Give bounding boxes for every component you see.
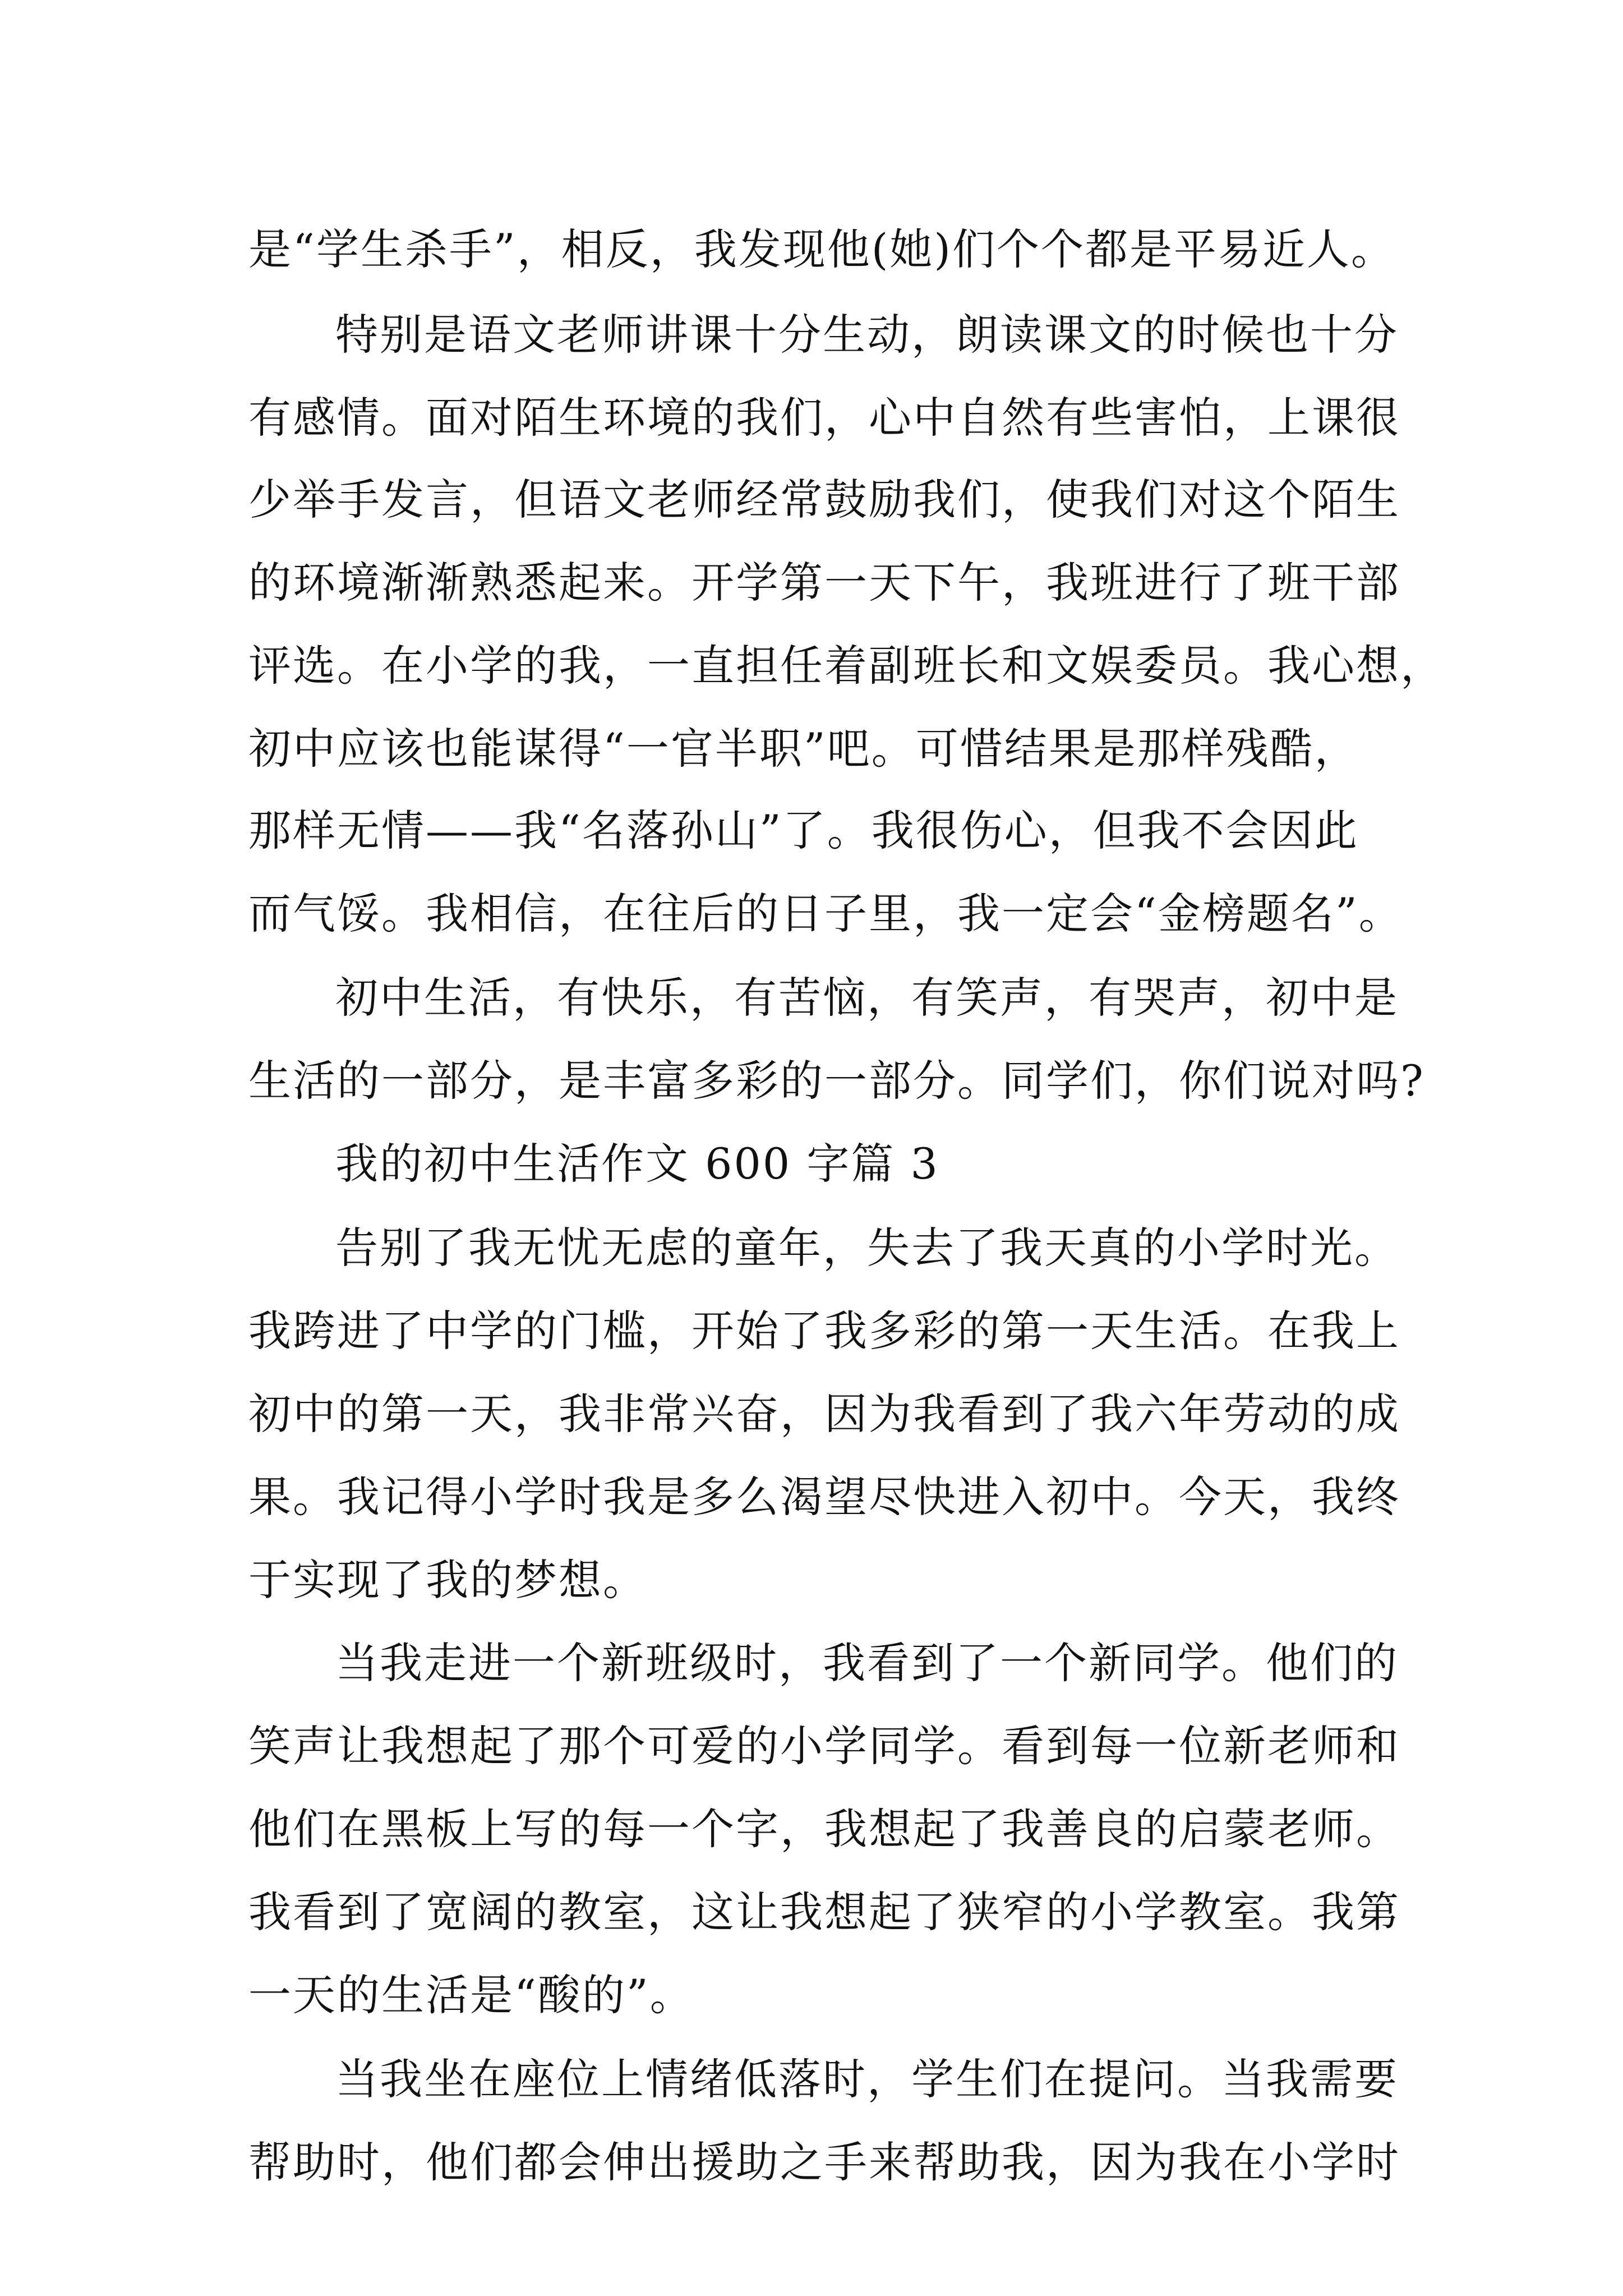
text-line: 的环境渐渐熟悉起来。开学第一天下午，我班进行了班干部 xyxy=(248,558,1400,608)
text-line: 于实现了我的梦想。 xyxy=(248,1555,647,1605)
text-line: 初中的第一天，我非常兴奋，因为我看到了我六年劳动的成 xyxy=(248,1389,1400,1439)
text-line: 帮助时，他们都会伸出援助之手来帮助我，因为我在小学时 xyxy=(248,2137,1400,2187)
text-line: 果。我记得小学时我是多么渴望尽快进入初中。今天，我终 xyxy=(248,1472,1400,1522)
text-line: 笑声让我想起了那个可爱的小学同学。看到每一位新老师和 xyxy=(248,1721,1400,1771)
paragraph-start-line: 特别是语文老师讲课十分生动，朗读课文的时候也十分 xyxy=(335,310,1399,360)
text-line: 而气馁。我相信，在往后的日子里，我一定会“金榜题名”。 xyxy=(248,889,1403,938)
paragraph-start-line: 告别了我无忧无虑的童年，失去了我天真的小学时光。 xyxy=(335,1223,1399,1273)
text-line: 少举手发言，但语文老师经常鼓励我们，使我们对这个陌生 xyxy=(248,475,1400,524)
paragraph-start-line: 当我走进一个新班级时，我看到了一个新同学。他们的 xyxy=(335,1638,1399,1688)
text-line: 那样无情——我“名落孙山”了。我很伤心，但我不会因此 xyxy=(248,806,1359,855)
paragraph-start-line: 初中生活，有快乐，有苦恼，有笑声，有哭声，初中是 xyxy=(335,973,1399,1023)
text-line: 评选。在小学的我，一直担任着副班长和文娱委员。我心想， xyxy=(248,641,1445,691)
text-line: 他们在黑板上写的每一个字，我想起了我善良的启蒙老师。 xyxy=(248,1804,1400,1854)
text-line: 初中应该也能谋得“一官半职”吧。可惜结果是那样残酷， xyxy=(248,724,1359,774)
text-line: 我跨进了中学的门槛，开始了我多彩的第一天生活。在我上 xyxy=(248,1306,1400,1356)
paragraph-start-line: 当我坐在座位上情绪低落时，学生们在提问。当我需要 xyxy=(335,2054,1399,2104)
text-line: 有感情。面对陌生环境的我们，心中自然有些害怕，上课很 xyxy=(248,393,1400,443)
text-line: 我看到了宽阔的教室，这让我想起了狭窄的小学教室。我第 xyxy=(248,1887,1400,1937)
text-line: 是“学生杀手”，相反，我发现他(她)们个个都是平易近人。 xyxy=(248,224,1396,274)
text-line: 一天的生活是“酸的”。 xyxy=(248,1970,694,2020)
text-line: 生活的一部分，是丰富多彩的一部分。同学们，你们说对吗? xyxy=(248,1056,1425,1106)
section-heading: 我的初中生活作文 600 字篇 3 xyxy=(335,1139,939,1189)
